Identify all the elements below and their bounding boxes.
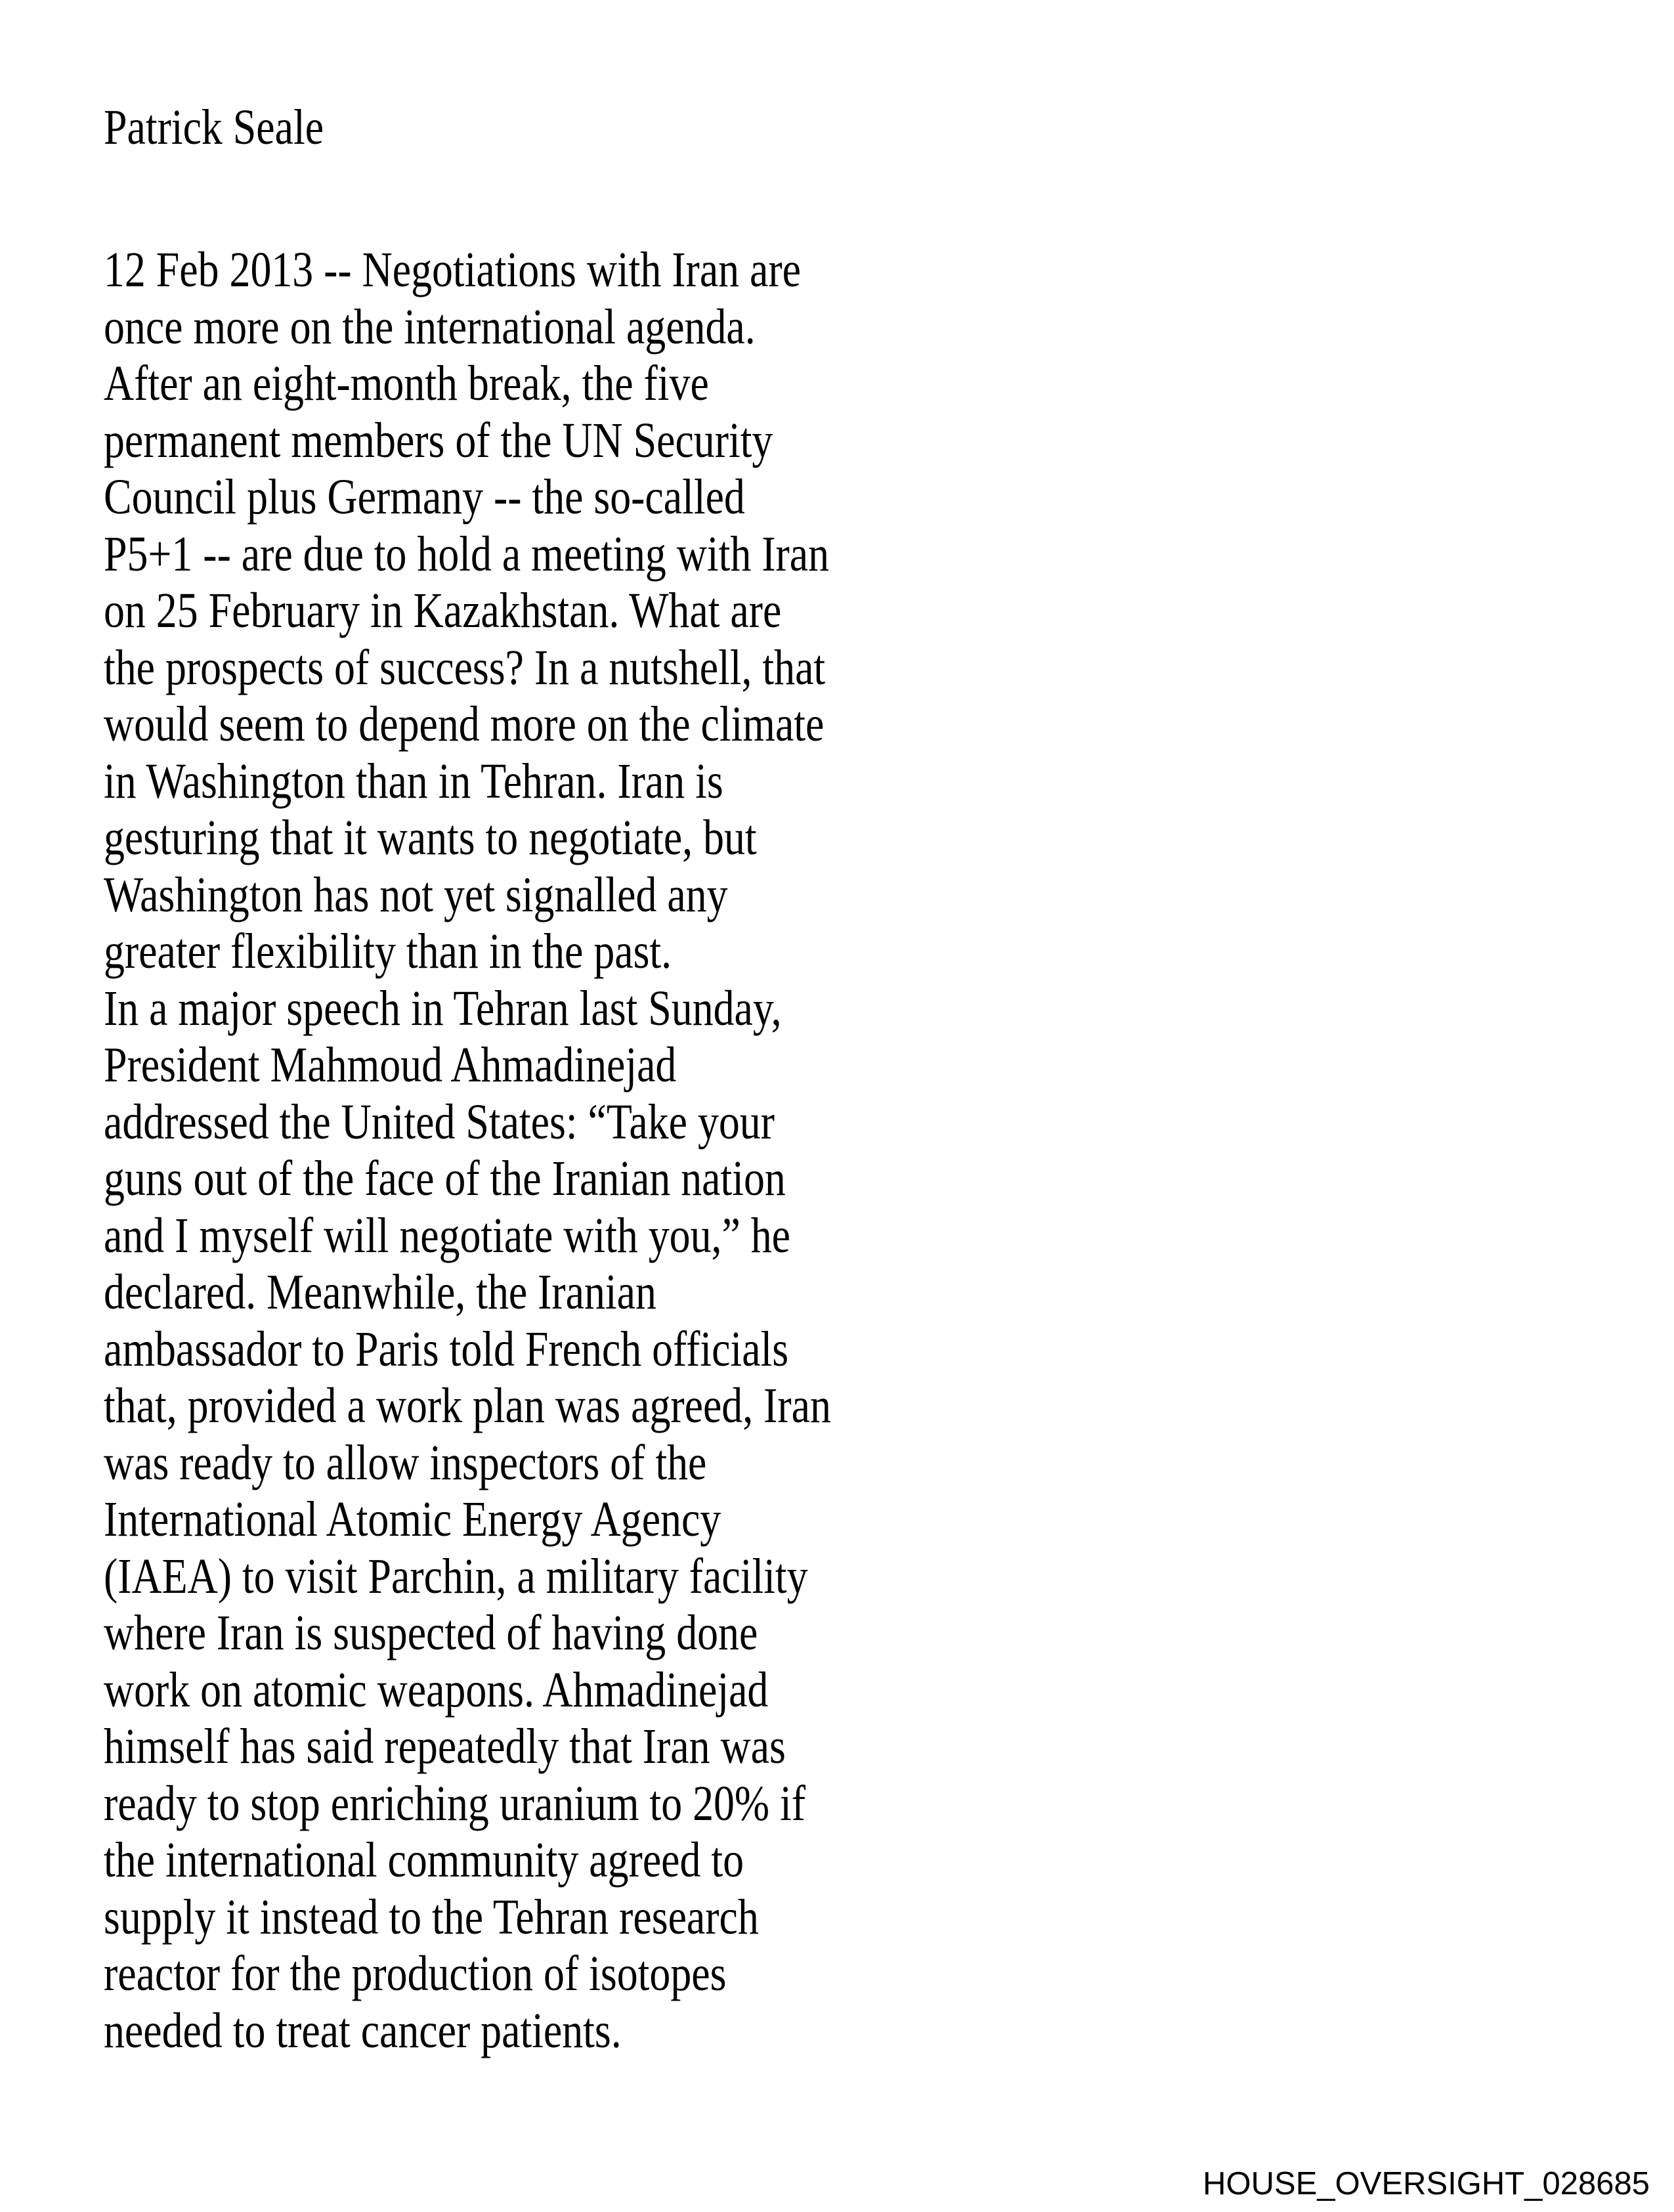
body-text-line: on 25 February in Kazakhstan. What are [104,583,782,638]
body-text-line: would seem to depend more on the climate [104,697,825,752]
body-text-line: himself has said repeatedly that Iran was [104,1719,786,1774]
body-text-line: guns out of the face of the Iranian nation [104,1151,786,1206]
body-text-line: was ready to allow inspectors of the [104,1435,707,1490]
body-text-line: International Atomic Energy Agency [104,1492,721,1547]
body-text-line: After an eight-month break, the five [104,356,709,411]
body-text-line: Council plus Germany -- the so-called [104,469,745,525]
bates-number: HOUSE_OVERSIGHT_028685 [1203,2166,1650,2201]
body-text-line: reactor for the production of isotopes [104,1946,727,2001]
body-text-line: President Mahmoud Ahmadinejad [104,1037,677,1093]
body-text-line: ready to stop enriching uranium to 20% if [104,1775,806,1831]
body-text-line: the international community agreed to [104,1832,744,1888]
body-text-line: gesturing that it wants to negotiate, but [104,810,757,865]
body-text-line: work on atomic weapons. Ahmadinejad [104,1662,769,1718]
body-text-line: permanent members of the UN Security [104,412,773,468]
body-text-line: and I myself will negotiate with you,” he [104,1207,791,1263]
body-text-line: P5+1 -- are due to hold a meeting with Iran [104,526,830,582]
author-name: Patrick Seale [104,100,324,155]
body-text-line: ambassador to Paris told French officials [104,1321,789,1377]
body-text-line: greater flexibility than in the past. [104,924,672,979]
body-text-line: supply it instead to the Tehran research [104,1889,759,1945]
body-text-line: needed to treat cancer patients. [104,2003,622,2058]
body-text-line: (IAEA) to visit Parchin, a military facility [104,1548,808,1604]
body-text-line: declared. Meanwhile, the Iranian [104,1265,656,1320]
body-text-line: that, provided a work plan was agreed, Iran [104,1378,831,1433]
body-text-line: 12 Feb 2013 -- Negotiations with Iran are [104,242,801,297]
article-body [104,242,831,2059]
body-text-line: In a major speech in Tehran last Sunday, [104,980,782,1036]
body-text-line: where Iran is suspected of having done [104,1605,758,1660]
body-text-line: once more on the international agenda. [104,299,756,355]
body-text-line: in Washington than in Tehran. Iran is [104,753,723,809]
body-text-line: Washington has not yet signalled any [104,867,728,922]
body-text-line: addressed the United States: “Take your [104,1094,775,1150]
body-text-line: the prospects of success? In a nutshell, that [104,640,826,695]
